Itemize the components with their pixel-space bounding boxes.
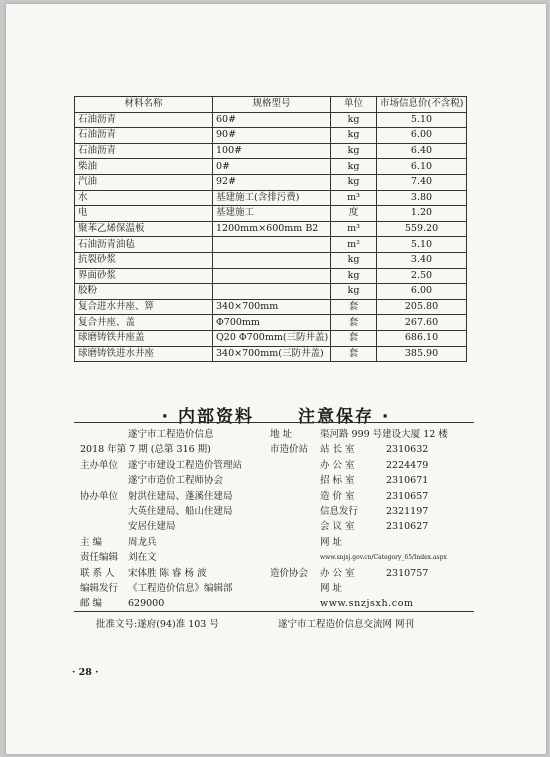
material-name-cell: 复合进水井座、箅: [75, 299, 213, 315]
spec-model-cell: 340×700mm: [213, 299, 331, 315]
market-price-cell: 6.10: [377, 159, 467, 175]
market-price-cell: 3.80: [377, 190, 467, 206]
table-row: [75, 206, 467, 222]
unit-cell: 度: [331, 206, 377, 222]
table-row: [75, 284, 467, 300]
material-name-cell: 界面砂浆: [75, 268, 213, 284]
co-host-label: 协办单位: [80, 490, 119, 502]
unit-cell: m³: [331, 221, 377, 237]
association-office: 办 公 室: [320, 567, 355, 579]
office-phone: 2310627: [386, 521, 429, 533]
publisher-name: 《工程造价信息》编辑部: [128, 582, 233, 594]
unit-cell: 套: [331, 346, 377, 362]
price-table: [74, 96, 467, 362]
editor-name: 周龙兵: [128, 536, 157, 548]
postcode: 629000: [128, 598, 165, 610]
table-row: [75, 128, 467, 144]
table-row: [75, 143, 467, 159]
office-phone: 2310671: [386, 475, 429, 487]
editor-label: 主 编: [80, 536, 103, 548]
spec-model-cell: [213, 268, 331, 284]
notice-internal: · 内部资料: [161, 407, 255, 427]
postcode-label: 邮 编: [80, 598, 103, 610]
contact-label: 联 系 人: [80, 567, 115, 579]
table-row: [75, 330, 467, 346]
table-row: [75, 112, 467, 128]
spec-model-cell: 基建施工: [213, 206, 331, 222]
host-label: 主办单位: [80, 459, 119, 471]
spec-model-cell: 60#: [213, 112, 331, 128]
page-number: · 28 ·: [72, 667, 99, 678]
host-org-1: 遂宁市建设工程造价管理站: [128, 459, 243, 471]
market-price-cell: 6.00: [377, 284, 467, 300]
office-name: 办 公 室: [320, 459, 355, 471]
unit-cell: kg: [331, 143, 377, 159]
spec-model-cell: 340×700mm(三防井盖): [213, 346, 331, 362]
publication-title: 遂宁市工程造价信息: [128, 429, 214, 440]
spec-model-cell: Φ700mm: [213, 315, 331, 331]
material-name-cell: 球磨铸铁进水井座: [75, 346, 213, 362]
publisher-label: 编辑发行: [80, 582, 119, 594]
station-url: www.snjsj.gov.cn/Category_65/Index.aspx: [320, 554, 447, 562]
notice-keep: 注意保存 ·: [297, 407, 391, 427]
material-name-cell: 胶粉: [75, 284, 213, 300]
market-price-cell: 559.20: [377, 221, 467, 237]
market-price-cell: 2.50: [377, 268, 467, 284]
office-phone: 2321197: [386, 505, 429, 517]
table-row: [75, 159, 467, 175]
spec-model-cell: Q20 Φ700mm(三防井盖): [213, 330, 331, 346]
material-name-cell: 球磨铸铁井座盖: [75, 330, 213, 346]
market-price-cell: 1.20: [377, 206, 467, 222]
office-name: 会 议 室: [320, 521, 355, 533]
material-name-cell: 石油沥青: [75, 143, 213, 159]
unit-cell: 套: [331, 299, 377, 315]
table-row: [75, 268, 467, 284]
co-host-3: 安居住建局: [128, 521, 176, 533]
unit-cell: kg: [331, 252, 377, 268]
table-row: [75, 237, 467, 253]
material-name-cell: 聚苯乙烯保温板: [75, 221, 213, 237]
unit-cell: 套: [331, 330, 377, 346]
host-org-2: 遂宁市造价工程师协会: [128, 475, 224, 487]
material-name-cell: 抗裂砂浆: [75, 252, 213, 268]
approval-number: 批准文号:遂府(94)准 103 号: [96, 619, 219, 630]
spec-model-cell: [213, 284, 331, 300]
material-name-cell: 水: [75, 190, 213, 206]
market-price-cell: 267.60: [377, 315, 467, 331]
market-price-cell: 5.10: [377, 237, 467, 253]
document-page: [6, 4, 546, 754]
market-price-cell: 205.80: [377, 299, 467, 315]
unit-cell: 套: [331, 315, 377, 331]
market-price-cell: 6.40: [377, 143, 467, 159]
address: 渠河路 999 号建设大厦 12 楼: [320, 429, 448, 440]
spec-model-cell: [213, 252, 331, 268]
spec-model-cell: 基建施工(含排污费): [213, 190, 331, 206]
spec-model-cell: 100#: [213, 143, 331, 159]
material-name-cell: 汽油: [75, 174, 213, 190]
unit-cell: kg: [331, 128, 377, 144]
office-phone: 2310632: [386, 444, 429, 456]
table-row: [75, 221, 467, 237]
header-price: 市场信息价(不含税): [377, 97, 467, 113]
market-price-cell: 385.90: [377, 346, 467, 362]
unit-cell: kg: [331, 268, 377, 284]
spec-model-cell: 92#: [213, 174, 331, 190]
market-price-cell: 6.00: [377, 128, 467, 144]
office-name: 招 标 室: [320, 475, 355, 487]
publication-info: [74, 422, 474, 612]
table-row: [75, 174, 467, 190]
unit-cell: m²: [331, 237, 377, 253]
table-row: [75, 190, 467, 206]
association-phone: 2310757: [386, 567, 429, 579]
office-phone: 2224479: [386, 459, 429, 471]
office-name: 站 长 室: [320, 444, 355, 456]
material-name-cell: 柴油: [75, 159, 213, 175]
material-name-cell: 石油沥青: [75, 112, 213, 128]
header-unit: 单位: [331, 97, 377, 113]
association-web-label: 网 址: [320, 582, 343, 594]
material-name-cell: 石油沥青油毡: [75, 237, 213, 253]
table-header-row: [75, 97, 467, 113]
table-row: [75, 299, 467, 315]
network-journal: 遂宁市工程造价信息交流网 网刊: [278, 619, 415, 630]
market-price-cell: 7.40: [377, 174, 467, 190]
spec-model-cell: [213, 237, 331, 253]
market-price-cell: 686.10: [377, 330, 467, 346]
table-row: [75, 315, 467, 331]
office-name: 造 价 室: [320, 490, 355, 502]
market-price-cell: 5.10: [377, 112, 467, 128]
association-label: 造价协会: [270, 567, 309, 579]
spec-model-cell: 90#: [213, 128, 331, 144]
resp-editor-label: 责任编辑: [80, 552, 119, 564]
material-name-cell: 石油沥青: [75, 128, 213, 144]
market-price-cell: 3.40: [377, 252, 467, 268]
association-url: www.snzjsxh.com: [320, 598, 414, 610]
address-label: 地 址: [270, 429, 293, 440]
unit-cell: kg: [331, 174, 377, 190]
spec-model-cell: 0#: [213, 159, 331, 175]
unit-cell: m³: [331, 190, 377, 206]
web-label: 网 址: [320, 536, 343, 548]
header-material: 材料名称: [75, 97, 213, 113]
unit-cell: kg: [331, 159, 377, 175]
material-name-cell: 电: [75, 206, 213, 222]
unit-cell: kg: [331, 284, 377, 300]
co-host-2: 大英住建局、船山住建局: [128, 505, 233, 517]
office-name: 信息发行: [320, 505, 359, 517]
material-name-cell: 复合井座、盖: [75, 315, 213, 331]
office-phone: 2310657: [386, 490, 429, 502]
header-spec: 规格型号: [213, 97, 331, 113]
station-label: 市造价站: [270, 444, 309, 456]
issue-number: 2018 年第 7 期 (总第 316 期): [80, 444, 211, 456]
table-row: [75, 346, 467, 362]
spec-model-cell: 1200mm×600mm B2: [213, 221, 331, 237]
contact-details: [270, 427, 470, 612]
co-host-1: 射洪住建局、蓬溪住建局: [128, 490, 233, 502]
unit-cell: kg: [331, 112, 377, 128]
resp-editor-name: 刘在文: [128, 552, 157, 564]
table-row: [75, 252, 467, 268]
publication-details: [80, 427, 270, 612]
contact-names: 宋体胜 陈 睿 杨 波: [128, 567, 207, 579]
